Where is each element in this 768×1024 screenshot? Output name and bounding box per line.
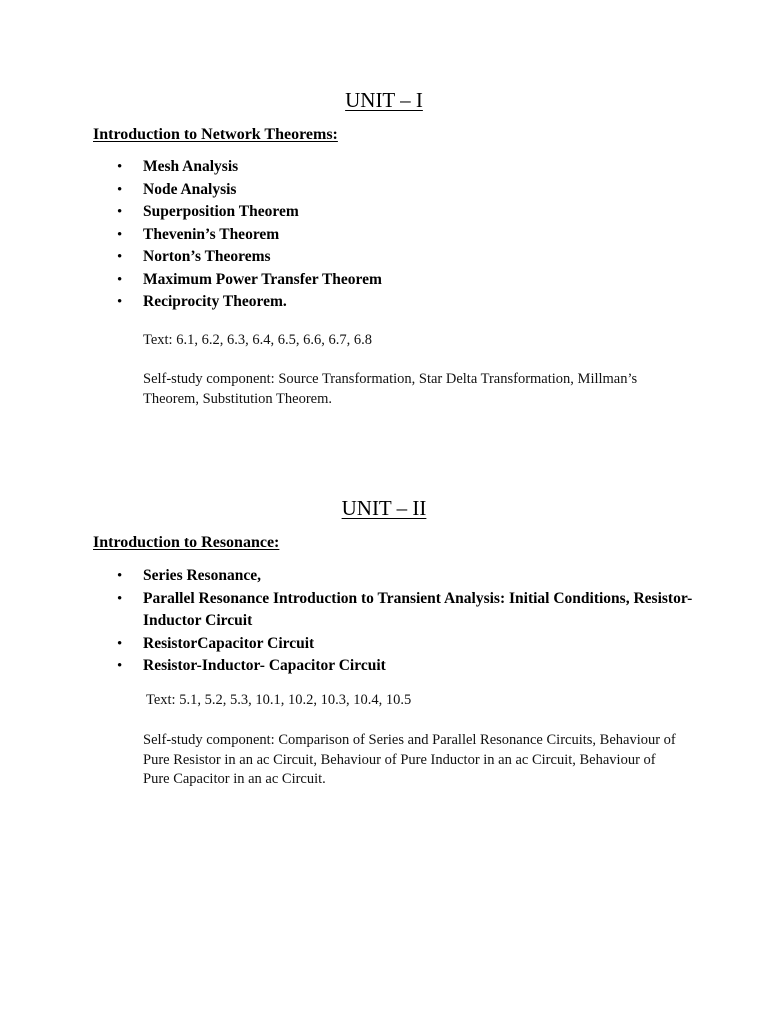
- bullet-icon: •: [117, 568, 123, 584]
- bullet-icon: •: [117, 658, 123, 674]
- topic-label: Norton’s Theorems: [143, 248, 271, 265]
- unit-1-title: UNIT – I: [345, 88, 423, 112]
- bullet-icon: •: [117, 249, 123, 265]
- list-item: [93, 156, 713, 179]
- list-item: [93, 201, 713, 224]
- bullet-icon: •: [117, 226, 123, 243]
- unit-1-text-reference: Text: 6.1, 6.2, 6.3, 6.4, 6.5, 6.6, 6.7, 6.8: [143, 332, 372, 348]
- topic-label: ResistorCapacitor Circuit: [143, 634, 315, 652]
- unit-2-topic-list: [93, 565, 713, 678]
- bullet-icon: •: [117, 590, 123, 607]
- bullet-icon: •: [117, 181, 123, 198]
- unit-1-topic-list: [93, 156, 713, 314]
- bullet-icon: •: [117, 635, 123, 652]
- list-item: [93, 565, 713, 588]
- unit-1-heading: Introduction to Network Theorems:: [93, 126, 338, 143]
- topic-label: Superposition Theorem: [143, 203, 299, 220]
- list-item: [93, 655, 713, 678]
- list-item: [93, 269, 713, 292]
- bullet-icon: •: [117, 159, 123, 175]
- bullet-icon: •: [117, 294, 123, 310]
- list-item: [93, 588, 713, 633]
- unit-2-self-study: Self-study component: Comparison of Series and Parallel Resonance Circuits, Behaviour of Pure Resistor in an ac Circuit, Behaviour of Pure Inductor in an ac Circuit, Behaviour of Pure Capacitor in an ac Circuit.: [143, 732, 676, 787]
- topic-label: Thevenin’s Theorem: [143, 225, 280, 243]
- list-item: [93, 224, 713, 247]
- topic-label: Reciprocity Theorem.: [143, 293, 287, 310]
- topic-label: Series Resonance,: [143, 567, 261, 584]
- topic-label: Mesh Analysis: [143, 158, 239, 175]
- topic-label: Parallel Resonance Introduction to Transient Analysis: Initial Conditions, Resistor-Inductor Circuit: [143, 589, 693, 629]
- unit-1-self-study: Self-study component: Source Transformation, Star Delta Transformation, Millman’s Theorem, Substitution Theorem.: [143, 371, 638, 407]
- list-item: [93, 633, 713, 656]
- bullet-icon: •: [117, 204, 123, 220]
- bullet-icon: •: [117, 271, 123, 288]
- unit-2-title: UNIT – II: [341, 496, 427, 520]
- unit-2-text-reference: Text: 5.1, 5.2, 5.3, 10.1, 10.2, 10.3, 10.4, 10.5: [146, 692, 412, 708]
- unit-2-heading: Introduction to Resonance:: [93, 534, 280, 551]
- list-item: [93, 291, 713, 314]
- topic-label: Resistor-Inductor- Capacitor Circuit: [143, 657, 386, 674]
- list-item: [93, 179, 713, 202]
- topic-label: Node Analysis: [143, 180, 237, 198]
- topic-label: Maximum Power Transfer Theorem: [143, 270, 382, 288]
- list-item: [93, 246, 713, 269]
